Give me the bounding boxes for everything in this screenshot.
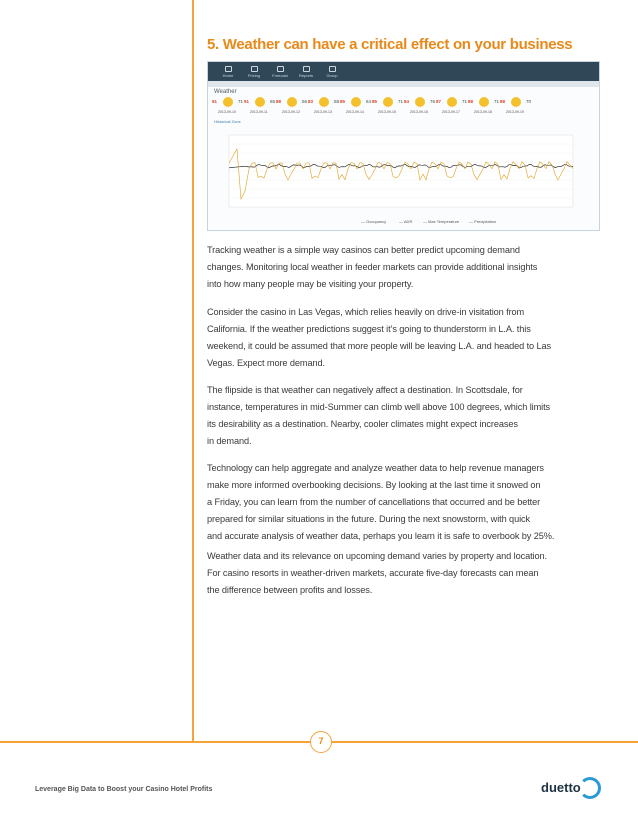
day-low: 58 bbox=[334, 99, 340, 104]
paragraph bbox=[207, 382, 602, 450]
footer-title: Leverage Big Data to Boost your Casino Hotel Profits bbox=[35, 786, 213, 793]
forecast-day bbox=[244, 97, 276, 119]
paragraph-line: Vegas. Expect more demand. bbox=[207, 358, 325, 368]
sun-icon bbox=[319, 97, 329, 107]
page-number: 7 bbox=[310, 731, 332, 753]
paragraph-line: Technology can help aggregate and analyze weather data to help revenue managers bbox=[207, 463, 544, 473]
day-low: 71 bbox=[398, 99, 404, 104]
sun-icon bbox=[383, 97, 393, 107]
nav-forecast: Forecast bbox=[268, 62, 292, 81]
forecast-day bbox=[212, 97, 244, 119]
forecast-day bbox=[276, 97, 308, 119]
forecast-icon bbox=[277, 66, 284, 72]
paragraph-line: instance, temperatures in mid-Summer can climb well above 100 degrees, which limits bbox=[207, 402, 551, 412]
paragraph-line: the difference between profits and losses. bbox=[207, 585, 373, 595]
day-high: 84 bbox=[404, 99, 410, 104]
day-date: 2013-09-10 bbox=[218, 110, 236, 114]
day-high: 88 bbox=[276, 99, 282, 104]
legend-entry: — Precipitation bbox=[469, 219, 497, 224]
day-low: 70 bbox=[526, 99, 532, 104]
paragraph-line: into how many people may be visiting your property. bbox=[207, 279, 414, 289]
paragraph-line: changes. Monitoring local weather in feeder markets can provide additional insights bbox=[207, 262, 538, 272]
day-low: 64 bbox=[366, 99, 372, 104]
chart-toggles: Historical Zone bbox=[214, 119, 241, 124]
sun-icon bbox=[447, 97, 457, 107]
weather-label: Weather bbox=[214, 89, 237, 95]
day-low: 71 bbox=[494, 99, 500, 104]
day-date: 2013-09-19 bbox=[506, 110, 524, 114]
day-low: 65 bbox=[270, 99, 276, 104]
paragraph bbox=[207, 460, 602, 545]
sun-icon bbox=[255, 97, 265, 107]
day-high: 88 bbox=[468, 99, 474, 104]
forecast-day bbox=[468, 97, 500, 119]
sun-icon bbox=[511, 97, 521, 107]
reports-icon bbox=[303, 66, 310, 72]
forecast-day bbox=[372, 97, 404, 119]
logo-ring-icon bbox=[579, 777, 601, 799]
pricing-icon bbox=[251, 66, 258, 72]
weather-dashboard-screenshot bbox=[207, 61, 600, 231]
day-high: 83 bbox=[308, 99, 314, 104]
paragraph-line: and accurate analysis of weather data, perhaps you learn it is safe to overbook by 25%. bbox=[207, 531, 555, 541]
day-date: 2013-09-18 bbox=[474, 110, 492, 114]
sun-icon bbox=[287, 97, 297, 107]
day-high: 85 bbox=[372, 99, 378, 104]
legend-entry: — Max Temperature bbox=[423, 219, 460, 224]
day-date: 2013-09-12 bbox=[282, 110, 300, 114]
sun-icon bbox=[351, 97, 361, 107]
day-date: 2013-09-14 bbox=[346, 110, 364, 114]
orange-vertical-rule bbox=[192, 0, 194, 742]
day-low: 71 bbox=[462, 99, 468, 104]
forecast-day bbox=[308, 97, 340, 119]
day-low: 76 bbox=[430, 99, 436, 104]
day-date: 2013-09-17 bbox=[442, 110, 460, 114]
day-high: 91 bbox=[244, 99, 250, 104]
forecast-day bbox=[404, 97, 436, 119]
sun-icon bbox=[415, 97, 425, 107]
section-title: 5. Weather can have a critical effect on your business bbox=[207, 36, 573, 53]
logo-wordmark: duetto bbox=[541, 780, 581, 795]
group-icon bbox=[329, 66, 336, 72]
forecast-day bbox=[436, 97, 468, 119]
nav-reports: Reports bbox=[294, 62, 318, 81]
forecast-day bbox=[500, 97, 532, 119]
legend-entry: — ADR bbox=[399, 219, 413, 224]
paragraph-line: Weather data and its relevance on upcoming demand varies by property and location. bbox=[207, 551, 547, 561]
paragraph-line: California. If the weather predictions suggest it’s going to thunderstorm in L.A. this bbox=[207, 324, 531, 334]
occupancy-temperature-chart bbox=[211, 129, 597, 229]
paragraph-line: For casino resorts in weather-driven markets, accurate five-day forecasts can mean bbox=[207, 568, 539, 578]
home-icon bbox=[225, 66, 232, 72]
paragraph bbox=[207, 548, 602, 599]
day-date: 2013-09-11 bbox=[250, 110, 268, 114]
paragraph-line: Tracking weather is a simple way casinos can better predict upcoming demand bbox=[207, 245, 520, 255]
app-nav-bar bbox=[208, 62, 599, 81]
day-date: 2013-09-13 bbox=[314, 110, 332, 114]
paragraph-line: weekend, it could be assumed that more people will be leaving L.A. and headed to Las bbox=[207, 341, 552, 351]
day-low: 71 bbox=[238, 99, 244, 104]
paragraph-line: prepared for similar situations in the future. During the next snowstorm, with quick bbox=[207, 514, 531, 524]
day-high: 85 bbox=[340, 99, 346, 104]
legend-entry: — Occupancy bbox=[361, 219, 387, 224]
day-date: 2013-09-15 bbox=[378, 110, 396, 114]
nav-pricing: Pricing bbox=[242, 62, 266, 81]
paragraph-line: a Friday, you can learn from the number of cancellations that occurred and be better bbox=[207, 497, 541, 507]
paragraph bbox=[207, 242, 602, 293]
day-high: 91 bbox=[212, 99, 218, 104]
sun-icon bbox=[479, 97, 489, 107]
paragraph-line: Consider the casino in Las Vegas, which relies heavily on drive-in visitation from bbox=[207, 307, 525, 317]
day-date: 2013-09-16 bbox=[410, 110, 428, 114]
paragraph bbox=[207, 304, 602, 372]
day-low: 56 bbox=[302, 99, 308, 104]
nav-group: Group bbox=[320, 62, 344, 81]
forecast-days bbox=[208, 97, 599, 119]
paragraph-line: The flipside is that weather can negatively affect a destination. In Scottsdale, for bbox=[207, 385, 523, 395]
sun-icon bbox=[223, 97, 233, 107]
paragraph-line: make more informed overbooking decisions. By looking at the last time it snowed on bbox=[207, 480, 541, 490]
day-high: 88 bbox=[500, 99, 506, 104]
duetto-logo bbox=[535, 775, 605, 801]
paragraph-line: its desirability as a destination. Nearby, cooler climates might expect increases bbox=[207, 419, 518, 429]
forecast-day bbox=[340, 97, 372, 119]
nav-home: Home bbox=[216, 62, 240, 81]
paragraph-line: in demand. bbox=[207, 436, 252, 446]
day-high: 87 bbox=[436, 99, 442, 104]
